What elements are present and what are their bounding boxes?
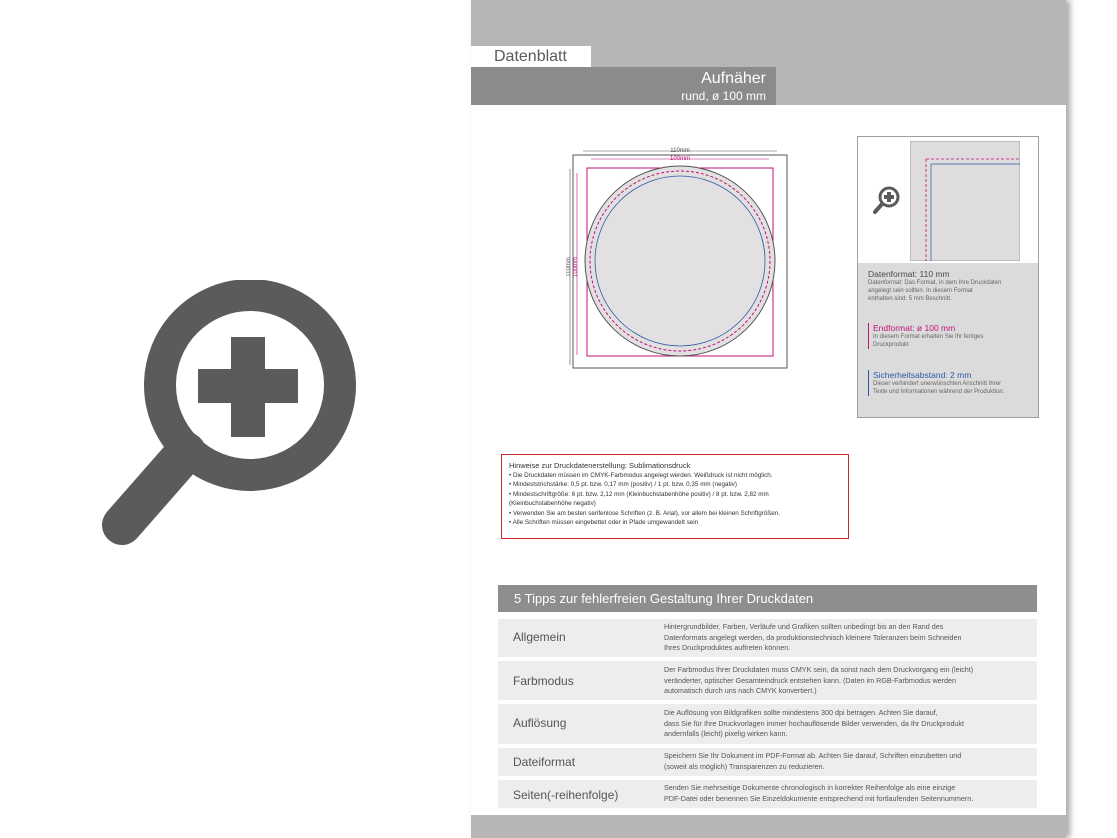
- data-format-line: angelegt sein sollten. In diesem Format: [868, 288, 973, 294]
- tip-row-resolution: [498, 704, 1037, 744]
- footer-band: [471, 815, 1066, 838]
- tip-text: [664, 708, 1032, 740]
- zoom-in-icon[interactable]: [100, 280, 360, 550]
- dim-inner-vertical: 100mm: [573, 256, 579, 278]
- tip-text: [664, 751, 1032, 772]
- print-hints-box: [501, 454, 849, 539]
- dim-outer-horizontal: 110mm: [670, 148, 690, 154]
- tip-text-line: dass Sie für Ihre Druckvorlagen immer hochauflösende Bilder verwenden, da Ihr Druckprodukt: [664, 718, 965, 728]
- tip-text-line: Hintergrundbilder, Farben, Verläufe und Grafiken sollten unbedingt bis an den Rand des: [664, 622, 944, 631]
- tip-text-line: veränderter, optischer Gesamteindruck entstehen kann. (Daten im RGB-Farbmodus werden: [664, 675, 957, 685]
- data-format-line: enthalten sind: 5 mm Beschnitt.: [868, 296, 952, 302]
- zoom-in-icon[interactable]: [872, 185, 902, 215]
- print-hints-title: Hinweise zur Druckdatenerstellung: Sublimationsdruck: [509, 461, 691, 470]
- print-hint-line: • Mindestschriftgröße: 6 pt. bzw. 2,12 mm (Kleinbuchstabenhöhe positiv) / 8 pt. bzw. 2,82 mm: [509, 490, 769, 498]
- tip-text-line: andernfalls (leicht) pixelig wirken kann.: [664, 729, 788, 738]
- print-hint-line: (Kleinbuchstabenhöhe negativ): [509, 500, 596, 507]
- end-format-title: Endformat: ø 100 mm: [873, 323, 956, 333]
- print-hint-line: • Die Druckdaten müssen im CMYK-Farbmodus angelegt werden. Weißdruck ist nicht möglich.: [509, 471, 773, 479]
- tip-text-line: Senden Sie mehrseitige Dokumente chronologisch in korrekter Reihenfolge als eine einzige: [664, 783, 956, 792]
- tip-label: Auflösung: [513, 716, 567, 730]
- product-title: Aufnäher: [701, 70, 766, 87]
- tip-label: Farbmodus: [513, 674, 574, 688]
- tip-text: [664, 622, 1032, 654]
- tip-text-line: PDF-Datei oder benennen Sie Einzeldokumente entsprechend mit fortlaufenden Seitennummern.: [664, 793, 974, 803]
- tip-label: Seiten(-reihenfolge): [513, 788, 619, 802]
- tip-row-file-format: [498, 748, 1037, 776]
- safety-margin-line: Dieser verhindert unerwünschten Anschnitt Ihrer: [873, 381, 1002, 387]
- product-subtitle: rund, ø 100 mm: [681, 89, 766, 103]
- datasheet-page: [471, 0, 1066, 838]
- print-hint-line: • Verwenden Sie am besten serifenlose Schriften (z. B. Arial), vor allem bei kleinen Schriftgrößen.: [509, 509, 780, 517]
- end-format-line: In diesem Format erhalten Sie Ihr fertiges: [873, 334, 984, 340]
- tip-row-page-order: [498, 780, 1037, 808]
- end-format-info: [868, 323, 1039, 349]
- product-title-box: [471, 67, 776, 105]
- data-format-line: Datenformat: Das Format, in dem Ihre Druckdaten: [868, 280, 1002, 286]
- patch-diagram: [566, 143, 796, 375]
- safety-margin-title: Sicherheitsabstand: 2 mm: [873, 370, 972, 380]
- dim-outer-vertical: 110mm: [566, 257, 572, 277]
- tip-text-line: (soweit als möglich) Transparenzen zu reduzieren.: [664, 761, 825, 771]
- datasheet-tab: Datenblatt: [471, 46, 591, 67]
- corner-detail: [910, 141, 1020, 261]
- tip-text: [664, 665, 1032, 697]
- format-info-box: [857, 136, 1039, 418]
- tip-text-line: Der Farbmodus Ihrer Druckdaten muss CMYK sein, da sonst nach dem Druckvorgang ein (leicht): [664, 665, 974, 674]
- print-hint-line: • Alle Schriften müssen eingebettet oder in Pfade umgewandelt sein: [509, 519, 699, 526]
- tip-label: Dateiformat: [513, 755, 576, 769]
- dim-inner-horizontal: 100mm: [669, 156, 691, 162]
- tip-text-line: Speichern Sie Ihr Dokument im PDF-Format ab. Achten Sie darauf, Schriften einzubetten und: [664, 751, 962, 760]
- print-hint-line: • Mindeststrichstärke: 0,5 pt. bzw. 0,17 mm (positiv) / 1 pt. bzw. 0,35 mm (negativ): [509, 481, 737, 488]
- tip-text: [664, 783, 1032, 804]
- tip-text-line: automatisch durch uns nach CMYK konvertiert.): [664, 686, 817, 695]
- tip-text-line: Ihres Druckproduktes auftreten können.: [664, 643, 791, 652]
- tip-row-color-mode: [498, 661, 1037, 700]
- zoom-preview: [858, 137, 1038, 263]
- safety-margin-line: Texte und Informationen während der Produktion.: [873, 389, 1005, 395]
- header-band: [471, 0, 1066, 105]
- tip-text-line: Die Auflösung von Bildgrafiken sollte mindestens 300 dpi betragen. Achten Sie darauf,: [664, 708, 938, 717]
- tip-text-line: Datenformats angelegt werden, da produktionstechnisch kleinere Toleranzen beim Schneiden: [664, 632, 962, 642]
- end-format-line: Druckprodukt: [873, 342, 909, 348]
- tip-row-general: [498, 619, 1037, 657]
- data-format-info: [868, 269, 1034, 303]
- data-format-title: Datenformat: 110 mm: [868, 269, 950, 279]
- tip-label: Allgemein: [513, 630, 566, 644]
- safety-margin-info: [868, 370, 1039, 396]
- tips-heading: 5 Tipps zur fehlerfreien Gestaltung Ihrer Druckdaten: [498, 585, 1037, 612]
